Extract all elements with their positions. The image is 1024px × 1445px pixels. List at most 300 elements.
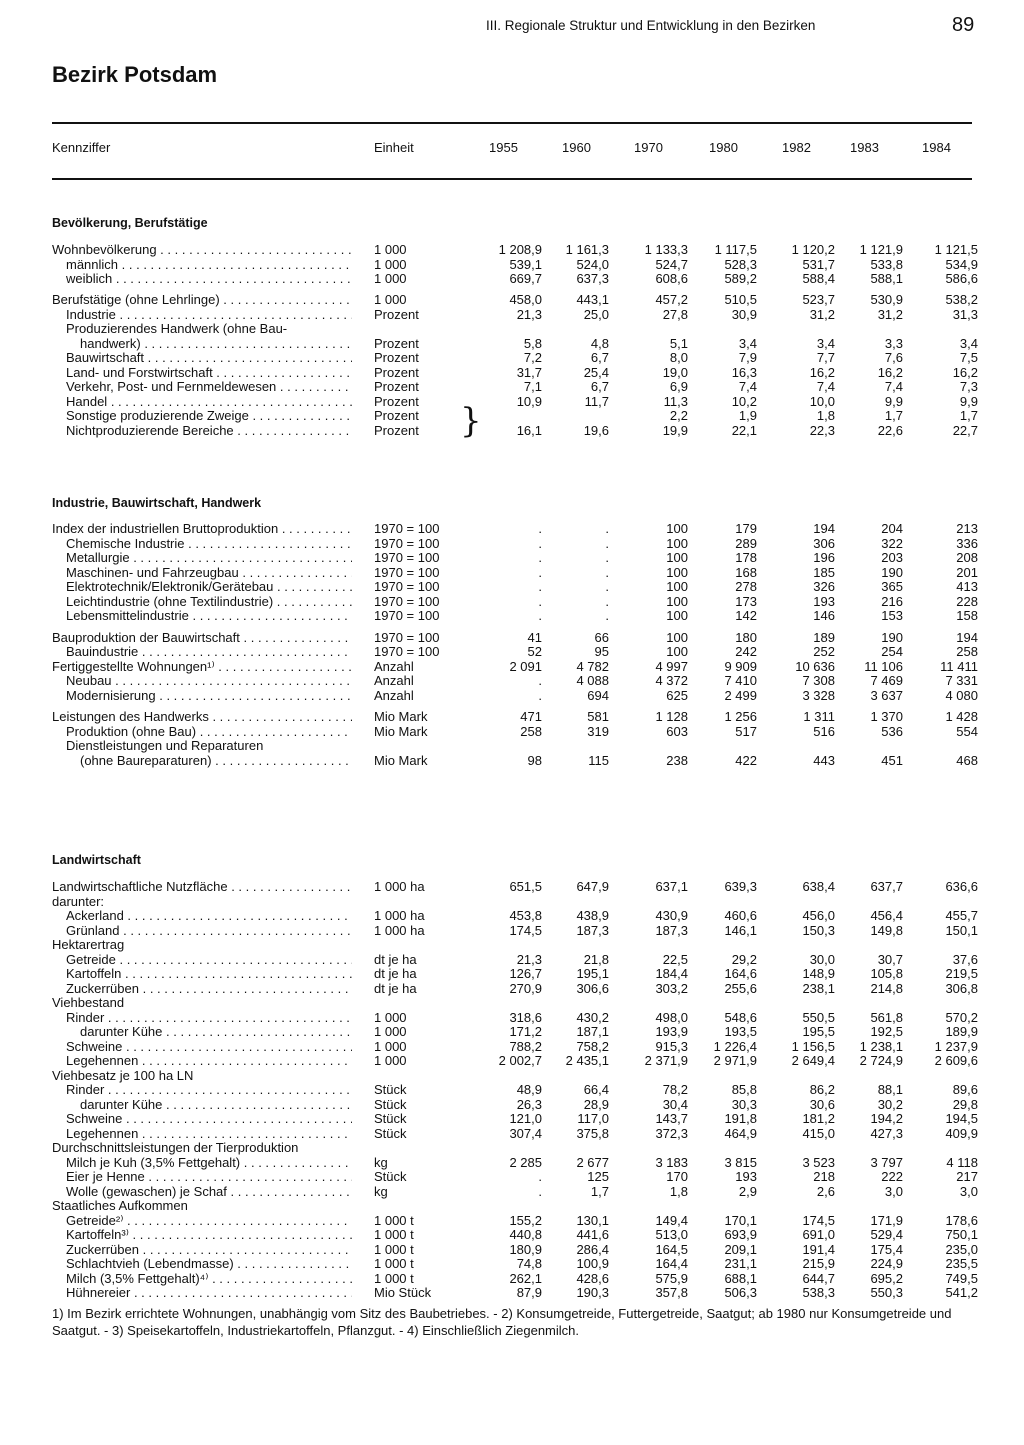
value-cell: 194,2 — [870, 1111, 903, 1126]
value-cell: 2 609,6 — [934, 1053, 978, 1068]
table-row — [52, 645, 982, 660]
value-cell: 31,2 — [877, 306, 903, 322]
value-cell: 451 — [881, 752, 903, 768]
row-label: Chemische Industrie . . . — [52, 537, 352, 552]
value-cell: . — [605, 564, 609, 580]
row-label: Leistungen des Handwerks . . . — [52, 710, 352, 725]
value-cell: 455,7 — [945, 908, 978, 923]
value-cell: 171,9 — [870, 1212, 903, 1228]
value-cell: 21,3 — [516, 306, 542, 322]
table-row — [52, 710, 982, 725]
value-cell: 589,2 — [724, 271, 757, 286]
value-cell: 422 — [735, 752, 757, 768]
value-cell: 219,5 — [945, 966, 978, 981]
row-label: Kartoffeln³⁾ . . . — [52, 1228, 352, 1243]
row-unit: Mio Stück — [374, 1285, 432, 1300]
value-cell: 453,8 — [509, 908, 542, 923]
table-row — [52, 924, 982, 939]
row-label: Metallurgie . . . — [52, 551, 352, 566]
value-cell: 513,0 — [655, 1227, 688, 1242]
row-label: Milch (3,5% Fettgehalt)⁴⁾ . . . — [52, 1272, 352, 1287]
value-cell: 7,7 — [816, 350, 835, 365]
value-cell: 193,9 — [655, 1024, 688, 1039]
value-cell: 409,9 — [945, 1125, 978, 1141]
value-cell: 550,5 — [802, 1009, 835, 1025]
value-cell: 516 — [813, 723, 835, 739]
row-label: Durchschnittsleistungen der Tierproduktion — [52, 1141, 299, 1155]
value-cell: 1,8 — [816, 408, 835, 423]
row-label: Grünland . . . — [52, 924, 352, 939]
value-cell: 228 — [956, 593, 978, 609]
value-cell: 695,2 — [870, 1270, 903, 1286]
value-cell: 66 — [594, 629, 609, 645]
value-cell: 457,2 — [655, 292, 688, 307]
table-row — [52, 674, 982, 689]
row-label: Bauwirtschaft . . . — [52, 351, 352, 366]
row-unit: Prozent — [374, 408, 419, 423]
value-cell: 3,4 — [959, 335, 978, 351]
value-cell: 5,1 — [669, 335, 688, 351]
value-cell: 11,7 — [584, 393, 609, 409]
value-cell: 146 — [813, 608, 835, 623]
value-cell: 126,7 — [509, 966, 542, 981]
value-cell: 443,1 — [576, 292, 609, 307]
value-cell: 289 — [735, 535, 757, 551]
value-cell: . — [605, 521, 609, 536]
value-cell: 1 128 — [655, 709, 688, 724]
value-cell: 372,3 — [655, 1125, 688, 1141]
value-cell: 100 — [666, 644, 688, 659]
footnotes: 1) Im Bezirk errichtete Wohnungen, unabhängig vom Sitz des Baubetriebes. - 2) Konsumgetreide, Futtergetreide, Saatgut; ab 1980 nur Konsumgetreide und Saatgut. - 3) Speisekartoffeln, Industriekartoffeln, Pflanzgut. - 4) Einschließlich Ziegenmilch. — [52, 1306, 952, 1338]
value-cell: 196 — [813, 550, 835, 565]
value-cell: 7,9 — [738, 350, 757, 365]
value-cell: 252 — [813, 644, 835, 659]
value-cell: 235,0 — [945, 1241, 978, 1257]
value-cell: 758,2 — [576, 1038, 609, 1054]
value-cell: 89,6 — [952, 1082, 978, 1097]
row-label: Ackerland . . . — [52, 909, 352, 924]
row-label: Industrie . . . — [52, 308, 352, 323]
row-label: Leichtindustrie (ohne Textilindustrie) . . . — [52, 595, 352, 610]
value-cell: 644,7 — [802, 1270, 835, 1286]
value-cell: 175,4 — [870, 1241, 903, 1257]
row-label: Fertiggestellte Wohnungen¹⁾ . . . — [52, 660, 352, 675]
value-cell: 155,2 — [509, 1212, 542, 1228]
value-cell: 3,0 — [959, 1183, 978, 1199]
value-cell: . — [538, 550, 542, 565]
value-cell: 468 — [956, 752, 978, 768]
value-cell: 203 — [881, 550, 903, 565]
value-cell: . — [538, 564, 542, 580]
value-cell: 1 311 — [803, 709, 835, 724]
table-row — [52, 982, 982, 997]
value-cell: 100 — [666, 550, 688, 565]
value-cell: 1,7 — [884, 408, 903, 423]
row-unit: 1970 = 100 — [374, 550, 440, 565]
row-unit: Mio Mark — [374, 709, 428, 724]
table-row — [52, 1025, 982, 1040]
row-unit: dt je ha — [374, 980, 417, 996]
value-cell: 286,4 — [576, 1241, 609, 1257]
value-cell: 262,1 — [509, 1270, 542, 1286]
value-cell: 174,5 — [802, 1212, 835, 1228]
row-label: Bauindustrie . . . — [52, 645, 352, 660]
value-cell: 190,3 — [576, 1285, 609, 1300]
row-label: Schweine . . . — [52, 1112, 352, 1127]
row-label: Sonstige produzierende Zweige . . . — [52, 409, 352, 424]
value-cell: 550,3 — [870, 1285, 903, 1300]
value-cell: 336 — [956, 535, 978, 551]
value-cell: 204 — [881, 521, 903, 536]
value-cell: 150,3 — [802, 922, 835, 938]
value-cell: 100 — [666, 564, 688, 580]
value-cell: 31,3 — [952, 306, 978, 322]
table-row — [52, 1243, 982, 1258]
value-cell: 498,0 — [655, 1009, 688, 1025]
row-unit: Prozent — [374, 335, 419, 351]
value-cell: 16,2 — [952, 364, 978, 380]
row-label: Eier je Henne . . . — [52, 1170, 352, 1185]
value-cell: 3 183 — [655, 1154, 688, 1170]
row-unit: Prozent — [374, 350, 419, 365]
value-cell: 31,2 — [809, 306, 835, 322]
value-cell: 191,8 — [724, 1111, 757, 1126]
value-cell: 30,2 — [877, 1096, 903, 1112]
table-row — [52, 895, 982, 910]
value-cell: 1 256 — [724, 709, 757, 724]
row-unit: dt je ha — [374, 951, 417, 967]
value-cell: . — [538, 673, 542, 688]
value-cell: 100 — [666, 579, 688, 594]
value-cell: 222 — [881, 1169, 903, 1184]
value-cell: 194 — [813, 521, 835, 536]
value-cell: 430,9 — [655, 908, 688, 923]
value-cell: 130,1 — [576, 1212, 609, 1228]
row-unit: Stück — [374, 1096, 407, 1112]
row-label: Getreide²⁾ . . . — [52, 1214, 352, 1229]
value-cell: 6,7 — [590, 379, 609, 394]
value-cell: 538,3 — [802, 1285, 835, 1300]
value-cell: 669,7 — [509, 271, 542, 286]
row-label: Dienstleistungen und Reparaturen — [66, 739, 264, 753]
row-unit: Stück — [374, 1125, 407, 1141]
row-label: Getreide . . . — [52, 953, 352, 968]
value-cell: 149,8 — [870, 922, 903, 938]
table-row — [52, 595, 982, 610]
row-unit: 1 000 t — [374, 1227, 414, 1242]
table-row — [52, 1040, 982, 1055]
row-unit: kg — [374, 1154, 388, 1170]
value-cell: . — [605, 608, 609, 623]
value-cell: 1,8 — [669, 1183, 688, 1199]
table-row — [52, 1141, 982, 1156]
value-cell: . — [538, 687, 542, 703]
row-label: darunter Kühe . . . — [52, 1098, 352, 1113]
column-header-year: 1982 — [782, 140, 811, 155]
table-row — [52, 337, 982, 352]
value-cell: 170,1 — [724, 1212, 757, 1228]
value-cell: 7 469 — [870, 673, 903, 688]
column-header-year: 1980 — [709, 140, 738, 155]
running-header: III. Regionale Struktur und Entwicklung in den Bezirken — [486, 18, 816, 33]
row-unit: Prozent — [374, 422, 419, 438]
row-label: Viehbesatz je 100 ha LN — [52, 1068, 194, 1083]
value-cell: 548,6 — [724, 1009, 757, 1025]
table-row — [52, 1170, 982, 1185]
value-cell: 74,8 — [516, 1256, 542, 1271]
value-cell: 158 — [956, 608, 978, 623]
value-cell: 208 — [956, 550, 978, 565]
section-title: Landwirtschaft — [52, 853, 141, 867]
table-row — [52, 424, 982, 439]
value-cell: 216 — [881, 593, 903, 609]
table-row — [52, 272, 982, 287]
row-label: Lebensmittelindustrie . . . — [52, 609, 352, 624]
value-cell: 464,9 — [724, 1125, 757, 1141]
value-cell: 31,7 — [516, 364, 542, 380]
table-row — [52, 1127, 982, 1142]
value-cell: 22,6 — [877, 422, 903, 438]
value-cell: 3,3 — [884, 335, 903, 351]
value-cell: 2 002,7 — [498, 1053, 542, 1068]
value-cell: 303,2 — [655, 980, 688, 996]
value-cell: 2 724,9 — [859, 1053, 903, 1068]
value-cell: 588,1 — [870, 271, 903, 286]
value-cell: 258 — [520, 723, 542, 739]
value-cell: 2 649,4 — [791, 1053, 835, 1068]
row-label: Viehbestand — [52, 996, 125, 1010]
value-cell: 185 — [813, 564, 835, 580]
row-label: (ohne Baureparaturen) . . . — [52, 754, 352, 769]
value-cell: 456,4 — [870, 908, 903, 923]
row-unit: 1970 = 100 — [374, 608, 440, 623]
value-cell: 170 — [666, 1169, 688, 1184]
row-unit: 1 000 ha — [374, 908, 425, 923]
value-cell: 150,1 — [945, 922, 978, 938]
value-cell: 651,5 — [509, 879, 542, 894]
value-cell: 428,6 — [576, 1270, 609, 1286]
page-title: Bezirk Potsdam — [52, 62, 218, 87]
value-cell: 306,6 — [576, 980, 609, 996]
row-label: Elektrotechnik/Elektronik/Gerätebau . . . — [52, 580, 352, 595]
value-cell: 1 121,9 — [859, 242, 903, 257]
row-label: Maschinen- und Fahrzeugbau . . . — [52, 566, 352, 581]
table-row — [52, 293, 982, 308]
value-cell: 164,4 — [655, 1256, 688, 1271]
value-cell: 88,1 — [877, 1082, 903, 1097]
value-cell: 530,9 — [870, 292, 903, 307]
value-cell: 7,6 — [884, 350, 903, 365]
top-rule — [52, 122, 972, 124]
row-label: Produktion (ohne Bau) . . . — [52, 725, 352, 740]
value-cell: 149,4 — [655, 1212, 688, 1228]
value-cell: . — [605, 579, 609, 594]
value-cell: 190 — [881, 629, 903, 645]
value-cell: 8,0 — [669, 350, 688, 365]
value-cell: 637,1 — [655, 879, 688, 894]
value-cell: 178 — [735, 550, 757, 565]
value-cell: 306 — [813, 535, 835, 551]
section-title: Industrie, Bauwirtschaft, Handwerk — [52, 496, 262, 510]
value-cell: 193 — [735, 1169, 757, 1184]
value-cell: 506,3 — [724, 1285, 757, 1300]
table-row — [52, 380, 982, 395]
table-row — [52, 1054, 982, 1069]
value-cell: 2 499 — [724, 687, 757, 703]
value-cell: 7,4 — [738, 379, 757, 394]
value-cell: 603 — [666, 723, 688, 739]
value-cell: 11 411 — [940, 658, 978, 674]
value-cell: 691,0 — [802, 1227, 835, 1242]
value-cell: 187,3 — [655, 922, 688, 938]
value-cell: 11 106 — [864, 658, 903, 674]
row-unit: Prozent — [374, 306, 419, 322]
value-cell: 153 — [881, 608, 903, 623]
value-cell: 87,9 — [516, 1285, 542, 1300]
value-cell: 4 080 — [945, 687, 978, 703]
table-row — [52, 409, 982, 424]
value-cell: 375,8 — [576, 1125, 609, 1141]
table-row — [52, 1098, 982, 1113]
value-cell: . — [538, 1169, 542, 1184]
row-unit: Anzahl — [374, 658, 414, 674]
row-label: Legehennen . . . — [52, 1054, 352, 1069]
value-cell: 456,0 — [802, 908, 835, 923]
value-cell: 326 — [813, 579, 835, 594]
row-unit: 1 000 ha — [374, 922, 425, 938]
value-cell: 270,9 — [509, 980, 542, 996]
row-unit: Anzahl — [374, 673, 414, 688]
table-row — [52, 1228, 982, 1243]
value-cell: 143,7 — [655, 1111, 688, 1126]
row-unit: 1 000 — [374, 242, 407, 257]
table-row — [52, 631, 982, 646]
value-cell: 2 435,1 — [565, 1053, 609, 1068]
value-cell: 1 226,4 — [713, 1038, 757, 1054]
value-cell: 37,6 — [952, 951, 978, 967]
row-unit: 1970 = 100 — [374, 535, 440, 551]
row-unit: Mio Mark — [374, 723, 428, 739]
value-cell: 637,3 — [576, 271, 609, 286]
table-row — [52, 537, 982, 552]
value-cell: 749,5 — [945, 1270, 978, 1286]
value-cell: 4 372 — [655, 673, 688, 688]
value-cell: . — [605, 550, 609, 565]
value-cell: . — [538, 579, 542, 594]
value-cell: 16,2 — [809, 364, 835, 380]
value-cell: . — [538, 608, 542, 623]
row-unit: 1 000 — [374, 292, 407, 307]
value-cell: 322 — [881, 535, 903, 551]
value-cell: 9,9 — [884, 393, 903, 409]
row-unit: 1970 = 100 — [374, 579, 440, 594]
value-cell: 189,9 — [945, 1024, 978, 1039]
row-unit: 1 000 — [374, 256, 407, 272]
value-cell: 7,3 — [959, 379, 978, 394]
row-unit: 1970 = 100 — [374, 593, 440, 609]
row-label: Wolle (gewaschen) je Schaf . . . — [52, 1185, 352, 1200]
value-cell: 2 091 — [509, 658, 542, 674]
row-unit: Prozent — [374, 364, 419, 380]
row-unit: 1970 = 100 — [374, 564, 440, 580]
value-cell: 19,9 — [662, 422, 688, 438]
value-cell: 638,4 — [802, 879, 835, 894]
column-header-label: Kennziffer — [52, 140, 111, 155]
table-row — [52, 1272, 982, 1287]
row-label: Berufstätige (ohne Lehrlinge) . . . — [52, 293, 352, 308]
value-cell: 693,9 — [724, 1227, 757, 1242]
row-label: Handel . . . — [52, 395, 352, 410]
value-cell: 319 — [587, 723, 609, 739]
value-cell: 217 — [956, 1169, 978, 1184]
column-header-year: 1984 — [922, 140, 951, 155]
value-cell: 586,6 — [945, 271, 978, 286]
row-unit: 1 000 t — [374, 1241, 414, 1257]
row-unit: Stück — [374, 1082, 407, 1097]
table-row — [52, 308, 982, 323]
value-cell: 100,9 — [576, 1256, 609, 1271]
value-cell: 357,8 — [655, 1285, 688, 1300]
value-cell: 16,2 — [877, 364, 903, 380]
value-cell: 117,0 — [577, 1111, 609, 1126]
value-cell: 427,3 — [870, 1125, 903, 1141]
value-cell: 3 523 — [802, 1154, 835, 1170]
value-cell: 4,8 — [590, 335, 609, 351]
value-cell: 3 328 — [802, 687, 835, 703]
value-cell: 1 156,5 — [791, 1038, 835, 1054]
value-cell: . — [538, 521, 542, 536]
value-cell: 415,0 — [802, 1125, 835, 1141]
value-cell: 30,0 — [809, 951, 835, 967]
table-row — [52, 953, 982, 968]
value-cell: 30,4 — [662, 1096, 688, 1112]
value-cell: 238,1 — [802, 980, 835, 996]
value-cell: 3 797 — [870, 1154, 903, 1170]
value-cell: 608,6 — [655, 271, 688, 286]
value-cell: 637,7 — [870, 879, 903, 894]
value-cell: 98 — [527, 752, 542, 768]
table-row — [52, 754, 982, 769]
value-cell: 148,9 — [802, 966, 835, 981]
row-unit: 1970 = 100 — [374, 629, 440, 645]
value-cell: 29,2 — [731, 951, 757, 967]
value-cell: 750,1 — [945, 1227, 978, 1242]
value-cell: 524,0 — [576, 256, 609, 272]
row-unit: 1 000 t — [374, 1256, 414, 1271]
value-cell: 16,3 — [731, 364, 757, 380]
table-row — [52, 880, 982, 895]
value-cell: 173 — [735, 593, 757, 609]
page-number: 89 — [952, 14, 975, 36]
value-cell: 7 308 — [802, 673, 835, 688]
value-cell: 365 — [881, 579, 903, 594]
value-cell: 688,1 — [724, 1270, 757, 1286]
column-header-unit: Einheit — [374, 140, 414, 155]
table-row — [52, 1112, 982, 1127]
value-cell: 25,0 — [583, 306, 609, 322]
table-row — [52, 938, 982, 953]
table-row — [52, 689, 982, 704]
value-cell: 510,5 — [724, 292, 757, 307]
table-row — [52, 609, 982, 624]
value-cell: 531,7 — [802, 256, 835, 272]
row-unit: 1 000 — [374, 1038, 407, 1054]
row-label: Zuckerrüben . . . — [52, 1243, 352, 1258]
table-row — [52, 725, 982, 740]
row-label: Schweine . . . — [52, 1040, 352, 1055]
value-cell: 19,6 — [583, 422, 609, 438]
table-row — [52, 1185, 982, 1200]
